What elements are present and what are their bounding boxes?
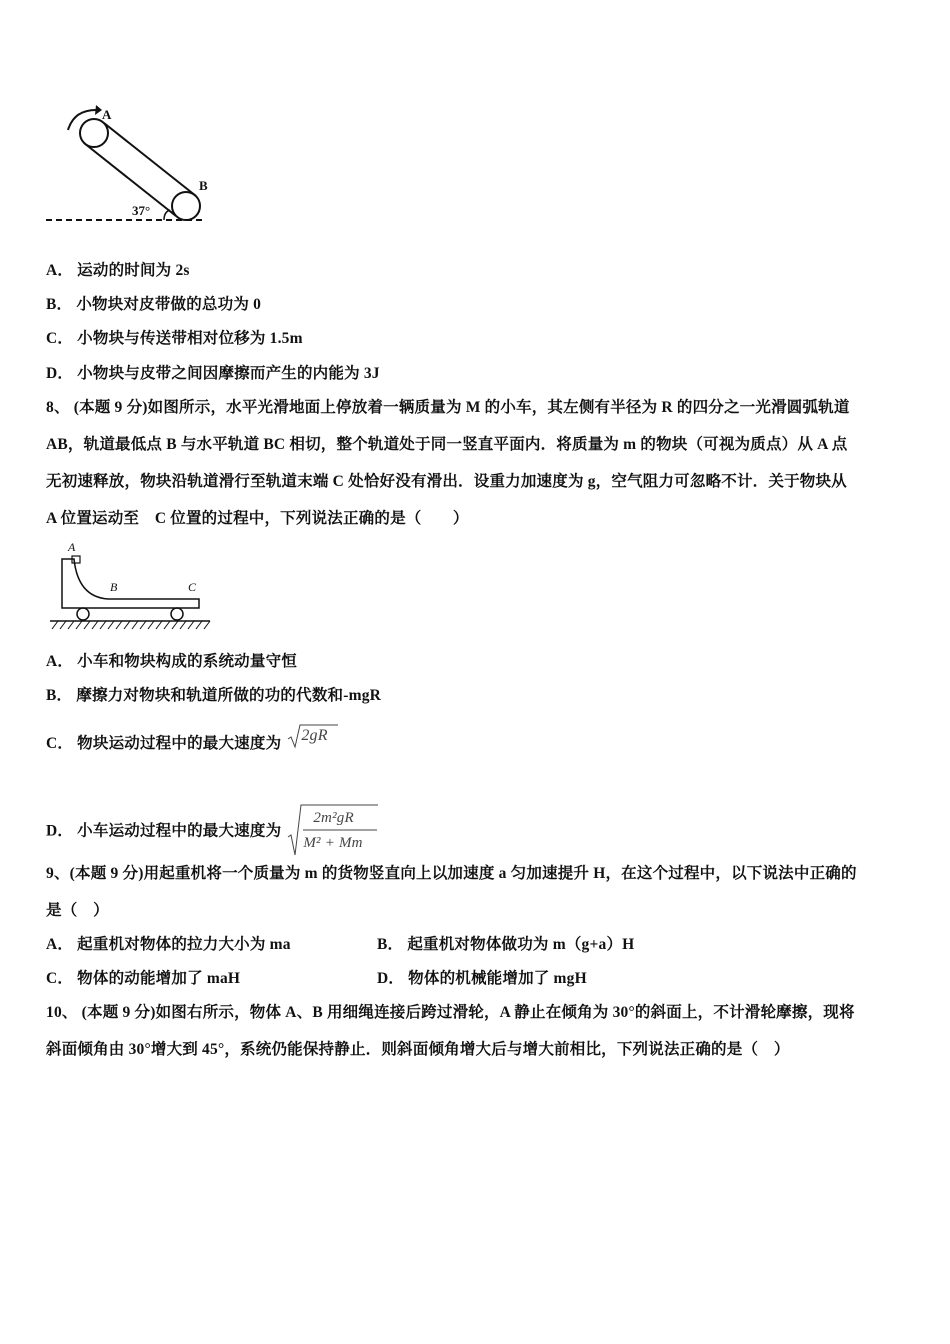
pulley-a-label: A — [102, 107, 112, 122]
q7-option-b: B． 小物块对皮带做的总功为 0 — [46, 296, 262, 313]
q9-option-c: C． 物体的动能增加了 maH — [46, 970, 241, 987]
q8-stem-line-4: A 位置运动至 C 位置的过程中，下列说法正确的是（ ） — [46, 510, 469, 527]
q8-stem-line-2: AB，轨道最低点 B 与水平轨道 BC 相切，整个轨道处于同一竖直平面内．将质量为 m 的物块（可视为质点）从 A 点 — [46, 436, 848, 453]
q8-option-b: B． 摩擦力对物块和轨道所做的功的代数和-mgR — [46, 687, 382, 704]
angle-label: 37° — [132, 203, 151, 218]
q9-option-a: A． 起重机对物体的拉力大小为 ma — [46, 936, 291, 953]
q8-stem-line-3: 无初速释放，物块沿轨道滑行至轨道末端 C 处恰好没有滑出．设重力加速度为 g，空气阻力可忽略不计．关于物块从 — [46, 473, 847, 490]
point-a-label: A — [68, 540, 76, 554]
sqrt-2gR-formula: 2gR — [287, 723, 327, 746]
q8-option-d: D． 小车运动过程中的最大速度为 2m²gR M² + Mm — [46, 805, 379, 859]
q9-stem-line-2: 是（ ） — [46, 902, 109, 919]
pulley-b-label: B — [199, 178, 208, 193]
conveyor-belt-figure — [44, 100, 214, 230]
q8-option-a: A． 小车和物块构成的系统动量守恒 — [46, 653, 297, 670]
q8-stem-line-1: 8、 (本题 9 分)如图所示，水平光滑地面上停放着一辆质量为 M 的小车，其左侧有半径为 R 的四分之一光滑圆弧轨道 — [46, 399, 850, 416]
q7-option-c: C． 小物块与传送带相对位移为 1.5m — [46, 330, 303, 347]
q9-option-b: B． 起重机对物体做功为 m（g+a）H — [377, 936, 635, 953]
q7-option-a: A． 运动的时间为 2s — [46, 262, 190, 279]
point-b-label: B — [110, 580, 118, 594]
q8-option-c: C． 物块运动过程中的最大速度为 2gR — [46, 733, 328, 756]
q9-option-d: D． 物体的机械能增加了 mgH — [377, 970, 587, 987]
q9-stem-line-1: 9、(本题 9 分)用起重机将一个质量为 m 的货物竖直向上以加速度 a 匀加速提升 H，在这个过程中，以下说法中正确的 — [46, 865, 857, 882]
point-c-label: C — [188, 580, 197, 594]
q10-stem-line-1: 10、 (本题 9 分)如图右所示，物体 A、B 用细绳连接后跨过滑轮，A 静止在倾角为 30°的斜面上，不计滑轮摩擦，现将 — [46, 1004, 855, 1021]
max-velocity-formula: 2m²gR M² + Mm — [287, 803, 379, 857]
q10-stem-line-2: 斜面倾角由 30°增大到 45°，系统仍能保持静止．则斜面倾角增大后与增大前相比，下列说法正确的是（ ） — [46, 1041, 790, 1058]
cart-track-figure — [44, 540, 214, 632]
conveyor-belt-diagram — [44, 100, 214, 230]
q7-option-d: D． 小物块与皮带之间因摩擦而产生的内能为 3J — [46, 365, 380, 382]
